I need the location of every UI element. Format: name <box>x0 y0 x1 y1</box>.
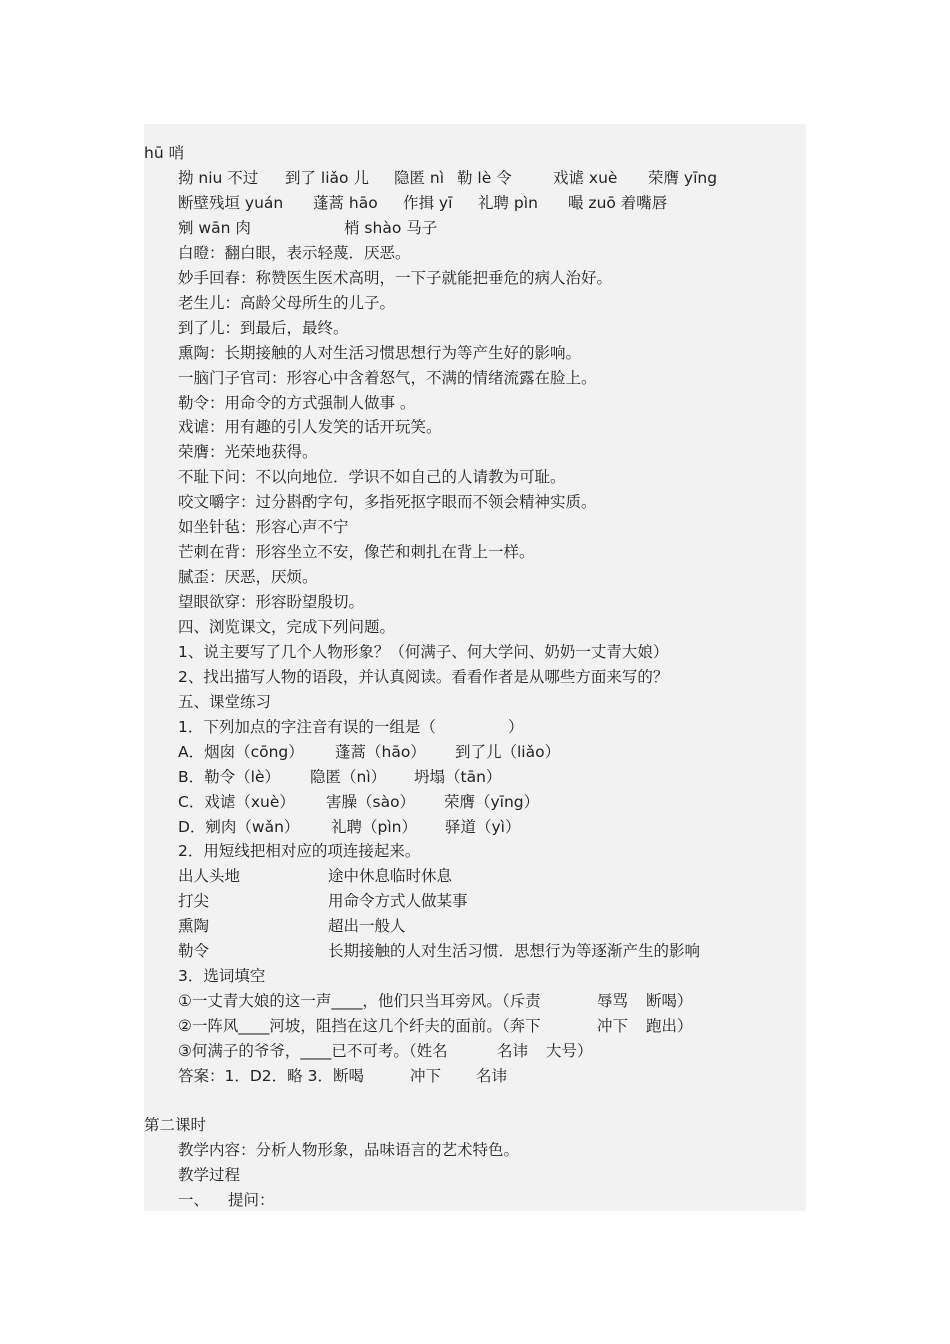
text-segment: 用命令方式人做某事 <box>328 892 468 910</box>
text-segment: ③何满子的爷爷，____已不可考。（姓名 <box>178 1042 448 1060</box>
document-page <box>144 124 806 1211</box>
text-segment: 超出一般人 <box>328 917 406 935</box>
text-segment: 梢 shào 马子 <box>344 219 438 237</box>
text-segment: 戏谑 xuè <box>553 169 618 187</box>
text-segment: ①一丈青大娘的这一声____，他们只当耳旁风。（斥责 <box>178 992 541 1010</box>
text-segment: 名讳 <box>476 1067 508 1085</box>
text-segment: 礼聘（pìn） <box>331 818 417 836</box>
text-segment: 礼聘 pìn <box>478 194 538 212</box>
text-segment: 到了 liǎo 儿 <box>285 169 369 187</box>
text-segment: 一、 <box>178 1191 210 1209</box>
text-segment: 剜 wān 肉 <box>178 219 251 237</box>
text-segment: 老生儿：高龄父母所生的儿子。 <box>178 294 396 312</box>
text-segment: 名讳 <box>497 1042 529 1060</box>
text-segment: 妙手回春：称赞医生医术高明，一下子就能把垂危的病人治好。 <box>178 269 613 287</box>
text-segment: 跑出） <box>646 1017 693 1035</box>
text-segment: 冲下 <box>410 1067 442 1085</box>
text-segment: 五、课堂练习 <box>178 693 272 711</box>
text-segment: 腻歪：厌恶，厌烦。 <box>178 568 318 586</box>
text-segment: 白瞪：翻白眼，表示轻蔑．厌恶。 <box>178 244 411 262</box>
text-segment: 教学内容：分析人物形象，品味语言的艺术特色。 <box>178 1141 520 1159</box>
text-segment: 断喝） <box>646 992 693 1010</box>
text-segment: 隐匿（nì） <box>310 768 387 786</box>
text-segment: 望眼欲穿：形容盼望殷切。 <box>178 593 365 611</box>
text-segment: 出人头地 <box>178 867 241 885</box>
text-segment: 荣膺 yīng <box>648 169 718 187</box>
text-segment: B．勒令（lè） <box>178 768 280 786</box>
text-segment: 3．选词填空 <box>178 967 266 985</box>
text-segment: 咬文嚼字：过分斟酌字句，多指死抠字眼而不领会精神实质。 <box>178 493 597 511</box>
text-segment: 戏谑：用有趣的引人发笑的话开玩笑。 <box>178 418 442 436</box>
text-segment: 驿道（yì） <box>445 818 521 836</box>
text-segment: 嘬 zuō 着嘴唇 <box>568 194 668 212</box>
text-segment: 拗 niu 不过 <box>178 169 259 187</box>
text-segment: 一脑门子官司：形容心中含着怒气，不满的情绪流露在脸上。 <box>178 369 597 387</box>
text-segment: ） <box>508 718 524 736</box>
text-segment: 提问： <box>228 1191 275 1209</box>
text-segment: 蓬蒿 hāo <box>313 194 378 212</box>
text-segment: ②一阵风____河坡，阻挡在这几个纤夫的面前。（奔下 <box>178 1017 541 1035</box>
text-segment: 荣膺：光荣地获得。 <box>178 443 318 461</box>
text-segment: 断壁残垣 yuán <box>178 194 284 212</box>
text-segment: 到了儿（liǎo） <box>455 743 561 761</box>
text-segment: 害臊（sào） <box>326 793 416 811</box>
text-segment: 四、浏览课文，完成下列问题。 <box>178 618 396 636</box>
text-segment: 2、找出描写人物的语段，并认真阅读。看看作者是从哪些方面来写的？ <box>178 668 669 686</box>
text-segment: 熏陶 <box>178 917 210 935</box>
text-segment: 作揖 yī <box>403 194 453 212</box>
text-segment: 荣膺（yīng） <box>444 793 540 811</box>
text-segment: 勒 lè 令 <box>457 169 512 187</box>
text-segment: 辱骂 <box>597 992 629 1010</box>
text-segment: C．戏谑（xuè） <box>178 793 295 811</box>
text-segment: 冲下 <box>597 1017 629 1035</box>
text-segment: 教学过程 <box>178 1166 241 1184</box>
text-segment: D．剜肉（wǎn） <box>178 818 300 836</box>
text-segment: 大号） <box>546 1042 593 1060</box>
text-segment: 隐匿 nì <box>394 169 445 187</box>
text-segment: 勒令 <box>178 942 210 960</box>
text-segment: hū 哨 <box>144 144 185 162</box>
text-segment: 2．用短线把相对应的项连接起来。 <box>178 842 421 860</box>
text-segment: 途中休息临时休息 <box>328 867 453 885</box>
text-segment: 打尖 <box>178 892 210 910</box>
text-segment: 熏陶：长期接触的人对生活习惯思想行为等产生好的影响。 <box>178 344 582 362</box>
text-segment: 如坐针毡：形容心声不宁 <box>178 518 349 536</box>
text-segment: 勒令：用命令的方式强制人做事 。 <box>178 394 416 412</box>
text-segment: 1、说主要写了几个人物形象？（何满子、何大学问、奶奶一丈青大娘） <box>178 643 669 661</box>
text-segment: 1．下列加点的字注音有误的一组是（ <box>178 718 436 736</box>
text-segment: A．烟囱（cōng） <box>178 743 304 761</box>
text-segment: 到了儿：到最后，最终。 <box>178 319 349 337</box>
text-segment: 第二课时 <box>144 1116 207 1134</box>
text-segment: 坍塌（tān） <box>414 768 502 786</box>
text-segment: 不耻下问：不以向地位．学识不如自己的人请教为可耻。 <box>178 468 566 486</box>
text-segment: 答案：1．D2．略 3．断喝 <box>178 1067 364 1085</box>
text-segment: 芒刺在背：形容坐立不安，像芒和刺扎在背上一样。 <box>178 543 535 561</box>
text-segment: 蓬蒿（hāo） <box>335 743 426 761</box>
text-segment: 长期接触的人对生活习惯．思想行为等逐渐产生的影响 <box>328 942 701 960</box>
